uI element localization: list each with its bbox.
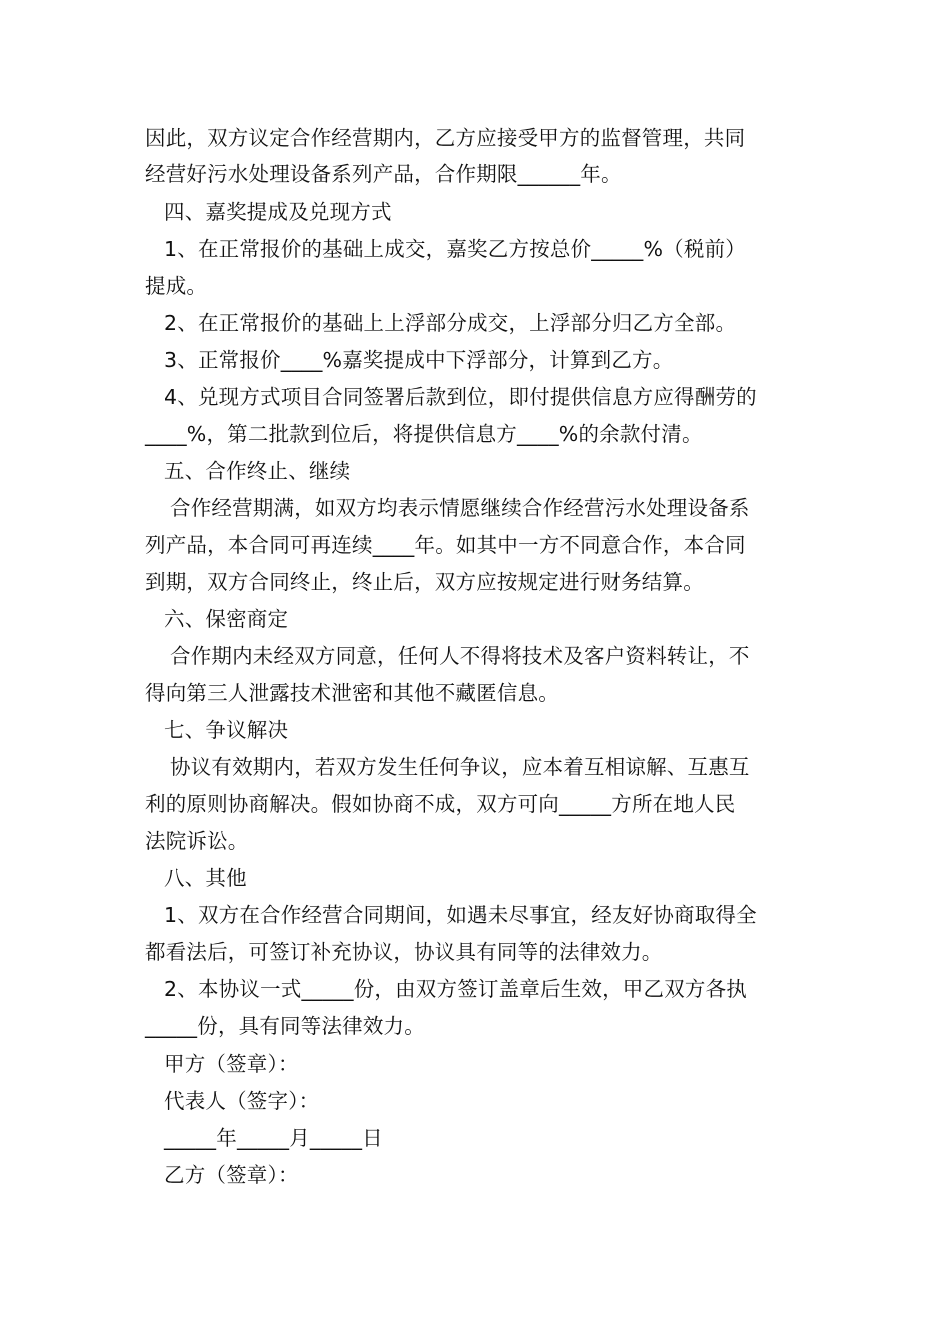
paragraph-line: 得向第三人泄露技术泄密和其他不藏匿信息。 bbox=[145, 681, 559, 705]
section-heading: 六、保密商定 bbox=[164, 607, 289, 631]
section-heading: 八、其他 bbox=[164, 866, 247, 890]
paragraph-line: 2、本协议一式_____份，由双方签订盖章后生效，甲乙双方各执 bbox=[164, 977, 747, 1001]
paragraph-line: 到期，双方合同终止，终止后，双方应按规定进行财务结算。 bbox=[145, 570, 704, 594]
paragraph-line: 都看法后，可签订补充协议，协议具有同等的法律效力。 bbox=[145, 940, 663, 964]
section-heading: 五、合作终止、继续 bbox=[164, 459, 351, 483]
paragraph-line: 经营好污水处理设备系列产品，合作期限______年。 bbox=[145, 162, 622, 186]
paragraph-line: 列产品，本合同可再连续____年。如其中一方不同意合作，本合同 bbox=[145, 533, 746, 557]
paragraph-line: _____份，具有同等法律效力。 bbox=[145, 1014, 425, 1038]
paragraph-line: 利的原则协商解决。假如协商不成，双方可向_____方所在地人民 bbox=[145, 792, 736, 816]
paragraph-line: 2、在正常报价的基础上上浮部分成交，上浮部分归乙方全部。 bbox=[164, 311, 737, 335]
paragraph-line: 3、正常报价____%嘉奖提成中下浮部分，计算到乙方。 bbox=[164, 348, 674, 372]
signature-party-b: 乙方（签章）： bbox=[164, 1163, 299, 1187]
section-heading: 七、争议解决 bbox=[164, 718, 289, 742]
signature-representative: 代表人（签字）： bbox=[164, 1089, 320, 1113]
paragraph-line: 1、双方在合作经营合同期间，如遇未尽事宜，经友好协商取得全 bbox=[164, 903, 757, 927]
paragraph-line: 法院诉讼。 bbox=[145, 829, 249, 853]
paragraph-line: ____%，第二批款到位后，将提供信息方____%的余款付清。 bbox=[145, 422, 703, 446]
paragraph-line: 4、兑现方式项目合同签署后款到位，即付提供信息方应得酬劳的 bbox=[164, 385, 757, 409]
signature-party-a: 甲方（签章）： bbox=[164, 1052, 299, 1076]
paragraph-line: 因此，双方议定合作经营期内，乙方应接受甲方的监督管理，共同 bbox=[145, 126, 746, 150]
paragraph-line: 合作经营期满，如双方均表示情愿继续合作经营污水处理设备系 bbox=[170, 496, 750, 520]
paragraph-line: 协议有效期内，若双方发生任何争议，应本着互相谅解、互惠互 bbox=[170, 755, 750, 779]
paragraph-line: 提成。 bbox=[145, 274, 208, 298]
section-heading: 四、嘉奖提成及兑现方式 bbox=[164, 200, 392, 224]
signature-date: _____年_____月_____日 bbox=[164, 1126, 383, 1150]
paragraph-line: 1、在正常报价的基础上成交，嘉奖乙方按总价_____%（税前） bbox=[164, 237, 746, 261]
paragraph-line: 合作期内未经双方同意，任何人不得将技术及客户资料转让，不 bbox=[170, 644, 750, 668]
